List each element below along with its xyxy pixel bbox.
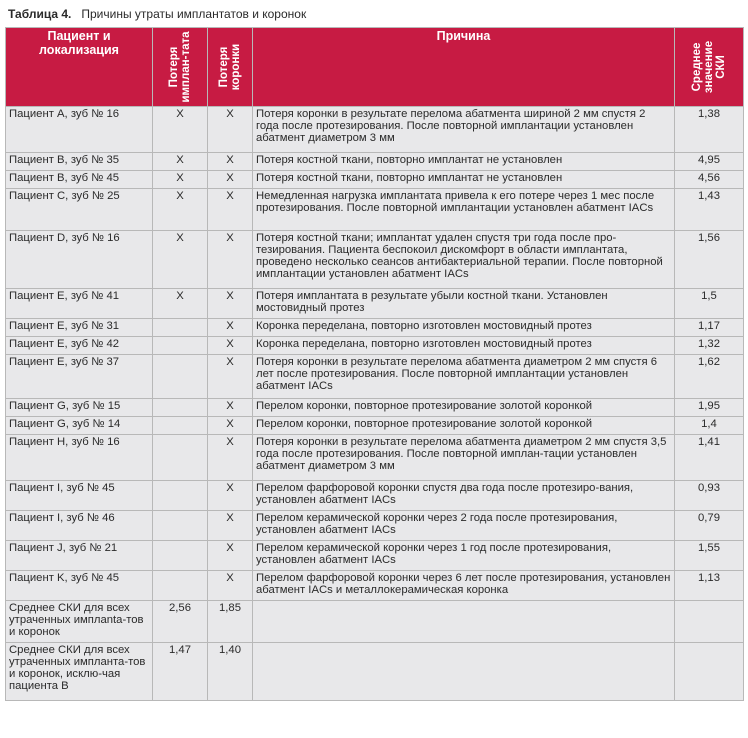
sci-cell: 1,43 [675, 189, 744, 231]
patient-cell: Пациент E, зуб № 31 [6, 319, 153, 337]
patient-cell: Пациент D, зуб № 16 [6, 231, 153, 289]
header-implant-loss: Потеря имплан-тата [153, 28, 208, 107]
summary-empty [675, 643, 744, 701]
crown-loss-cell: X [208, 337, 253, 355]
implant-loss-cell [153, 417, 208, 435]
sci-cell: 1,13 [675, 571, 744, 601]
reason-cell: Потеря костной ткани; имплантат удален спустя три года после про-тезирования. Пациента беспокоил дискомфорт в области имплантата, проведено несколько сеансов антибактериальной терапии. После повторной имплантации установлен абатмент IACs [253, 231, 675, 289]
header-crown-loss: Потеря коронки [208, 28, 253, 107]
sci-cell: 0,79 [675, 511, 744, 541]
implant-loss-cell [153, 337, 208, 355]
crown-loss-cell: X [208, 189, 253, 231]
patient-cell: Пациент E, зуб № 37 [6, 355, 153, 399]
summary-crown: 1,40 [208, 643, 253, 701]
implant-loss-cell [153, 319, 208, 337]
crown-loss-cell: X [208, 319, 253, 337]
crown-loss-cell: X [208, 289, 253, 319]
table-row [6, 289, 744, 319]
reason-cell: Потеря костной ткани, повторно имплантат не установлен [253, 153, 675, 171]
crown-loss-cell: X [208, 153, 253, 171]
implant-loss-cell: X [153, 189, 208, 231]
summary-crown: 1,85 [208, 601, 253, 643]
sci-cell: 1,4 [675, 417, 744, 435]
implant-loss-cell [153, 541, 208, 571]
summary-label: Среднее СКИ для всех утраченных имплanta-тов и коронок [6, 601, 153, 643]
patient-cell: Пациент B, зуб № 45 [6, 171, 153, 189]
table-row [6, 231, 744, 289]
crown-loss-cell: X [208, 481, 253, 511]
reason-cell: Перелом фарфоровой коронки спустя два года после протезиро-вания, установлен абатмент IACs [253, 481, 675, 511]
crown-loss-cell: X [208, 417, 253, 435]
table-row [6, 107, 744, 153]
reason-cell: Потеря коронки в результате перелома абатмента диаметром 2 мм спустя 3,5 года после протезирования. После повторной имплан-тации установлен абатмент диаметром 3 мм [253, 435, 675, 481]
table-row [6, 319, 744, 337]
summary-empty [253, 601, 675, 643]
reason-cell: Потеря коронки в результате перелома абатмента шириной 2 мм спустя 2 года после протезирования. После повторной имплантации установлен абатмент диаметром 3 мм [253, 107, 675, 153]
implant-loss-cell [153, 481, 208, 511]
implant-loss-cell: X [153, 289, 208, 319]
summary-row [6, 601, 744, 643]
crown-loss-cell: X [208, 399, 253, 417]
implant-loss-cell: X [153, 171, 208, 189]
reason-cell: Перелом керамической коронки через 2 года после протезирования, установлен абатмент IACs [253, 511, 675, 541]
caption-text: Причины утраты имплантатов и коронок [81, 7, 307, 21]
reason-cell: Перелом керамической коронки через 1 год после протезирования, установлен абатмент IACs [253, 541, 675, 571]
header-sci: Среднее значение СКИ [675, 28, 744, 107]
table-row [6, 511, 744, 541]
summary-empty [253, 643, 675, 701]
patient-cell: Пациент G, зуб № 15 [6, 399, 153, 417]
sci-cell: 1,5 [675, 289, 744, 319]
crown-loss-cell: X [208, 171, 253, 189]
implant-loss-table [5, 27, 744, 701]
crown-loss-cell: X [208, 231, 253, 289]
reason-cell: Потеря коронки в результате перелома абатмента диаметром 2 мм спустя 6 лет после протезирования. После повторной имплантации установлен абатмент IACs [253, 355, 675, 399]
implant-loss-cell [153, 511, 208, 541]
reason-cell: Коронка переделана, повторно изготовлен мостовидный протез [253, 319, 675, 337]
summary-implant: 2,56 [153, 601, 208, 643]
patient-cell: Пациент E, зуб № 41 [6, 289, 153, 319]
sci-cell: 1,55 [675, 541, 744, 571]
table-row [6, 481, 744, 511]
sci-cell: 1,62 [675, 355, 744, 399]
implant-loss-cell: X [153, 231, 208, 289]
sci-cell: 1,32 [675, 337, 744, 355]
implant-loss-cell [153, 435, 208, 481]
crown-loss-cell: X [208, 541, 253, 571]
caption-label: Таблица 4. [8, 7, 72, 21]
crown-loss-cell: X [208, 355, 253, 399]
table-row [6, 355, 744, 399]
sci-cell: 4,56 [675, 171, 744, 189]
summary-empty [675, 601, 744, 643]
table-row [6, 337, 744, 355]
reason-cell: Потеря имплантата в результате убыли костной ткани. Установлен мостовидный протез [253, 289, 675, 319]
patient-cell: Пациент А, зуб № 16 [6, 107, 153, 153]
reason-cell: Перелом коронки, повторное протезирование золотой коронкой [253, 399, 675, 417]
sci-cell: 1,56 [675, 231, 744, 289]
sci-cell: 1,95 [675, 399, 744, 417]
table-row [6, 435, 744, 481]
crown-loss-cell: X [208, 435, 253, 481]
header-row [6, 28, 744, 107]
patient-cell: Пациент I, зуб № 45 [6, 481, 153, 511]
reason-cell: Немедленная нагрузка имплантата привела к его потере через 1 мес после протезирования. После повторной имплантации установлен абатмент IACs [253, 189, 675, 231]
implant-loss-cell [153, 355, 208, 399]
patient-cell: Пациент C, зуб № 25 [6, 189, 153, 231]
patient-cell: Пациент B, зуб № 35 [6, 153, 153, 171]
implant-loss-cell [153, 399, 208, 417]
table-row [6, 189, 744, 231]
sci-cell: 1,38 [675, 107, 744, 153]
reason-cell: Перелом фарфоровой коронки через 6 лет после протезирования, установлен абатмент IACs и металлокерамическая коронка [253, 571, 675, 601]
header-patient: Пациент и локализация [6, 28, 153, 107]
sci-cell: 4,95 [675, 153, 744, 171]
implant-loss-cell [153, 571, 208, 601]
patient-cell: Пациент H, зуб № 16 [6, 435, 153, 481]
summary-label: Среднее СКИ для всех утраченных импланта-тов и коронок, исклю-чая пациента B [6, 643, 153, 701]
implant-loss-cell: X [153, 107, 208, 153]
crown-loss-cell: X [208, 571, 253, 601]
sci-cell: 1,17 [675, 319, 744, 337]
summary-implant: 1,47 [153, 643, 208, 701]
crown-loss-cell: X [208, 511, 253, 541]
table-row [6, 399, 744, 417]
table-row [6, 417, 744, 435]
table-row [6, 571, 744, 601]
implant-loss-cell: X [153, 153, 208, 171]
patient-cell: Пациент G, зуб № 14 [6, 417, 153, 435]
table-caption [8, 6, 306, 22]
table-row [6, 153, 744, 171]
crown-loss-cell: X [208, 107, 253, 153]
summary-row [6, 643, 744, 701]
sci-cell: 0,93 [675, 481, 744, 511]
patient-cell: Пациент J, зуб № 21 [6, 541, 153, 571]
reason-cell: Потеря костной ткани, повторно имплантат не установлен [253, 171, 675, 189]
reason-cell: Коронка переделана, повторно изготовлен мостовидный протез [253, 337, 675, 355]
header-reason: Причина [253, 28, 675, 107]
patient-cell: Пациент K, зуб № 45 [6, 571, 153, 601]
patient-cell: Пациент I, зуб № 46 [6, 511, 153, 541]
table-row [6, 171, 744, 189]
table-row [6, 541, 744, 571]
patient-cell: Пациент E, зуб № 42 [6, 337, 153, 355]
sci-cell: 1,41 [675, 435, 744, 481]
reason-cell: Перелом коронки, повторное протезирование золотой коронкой [253, 417, 675, 435]
